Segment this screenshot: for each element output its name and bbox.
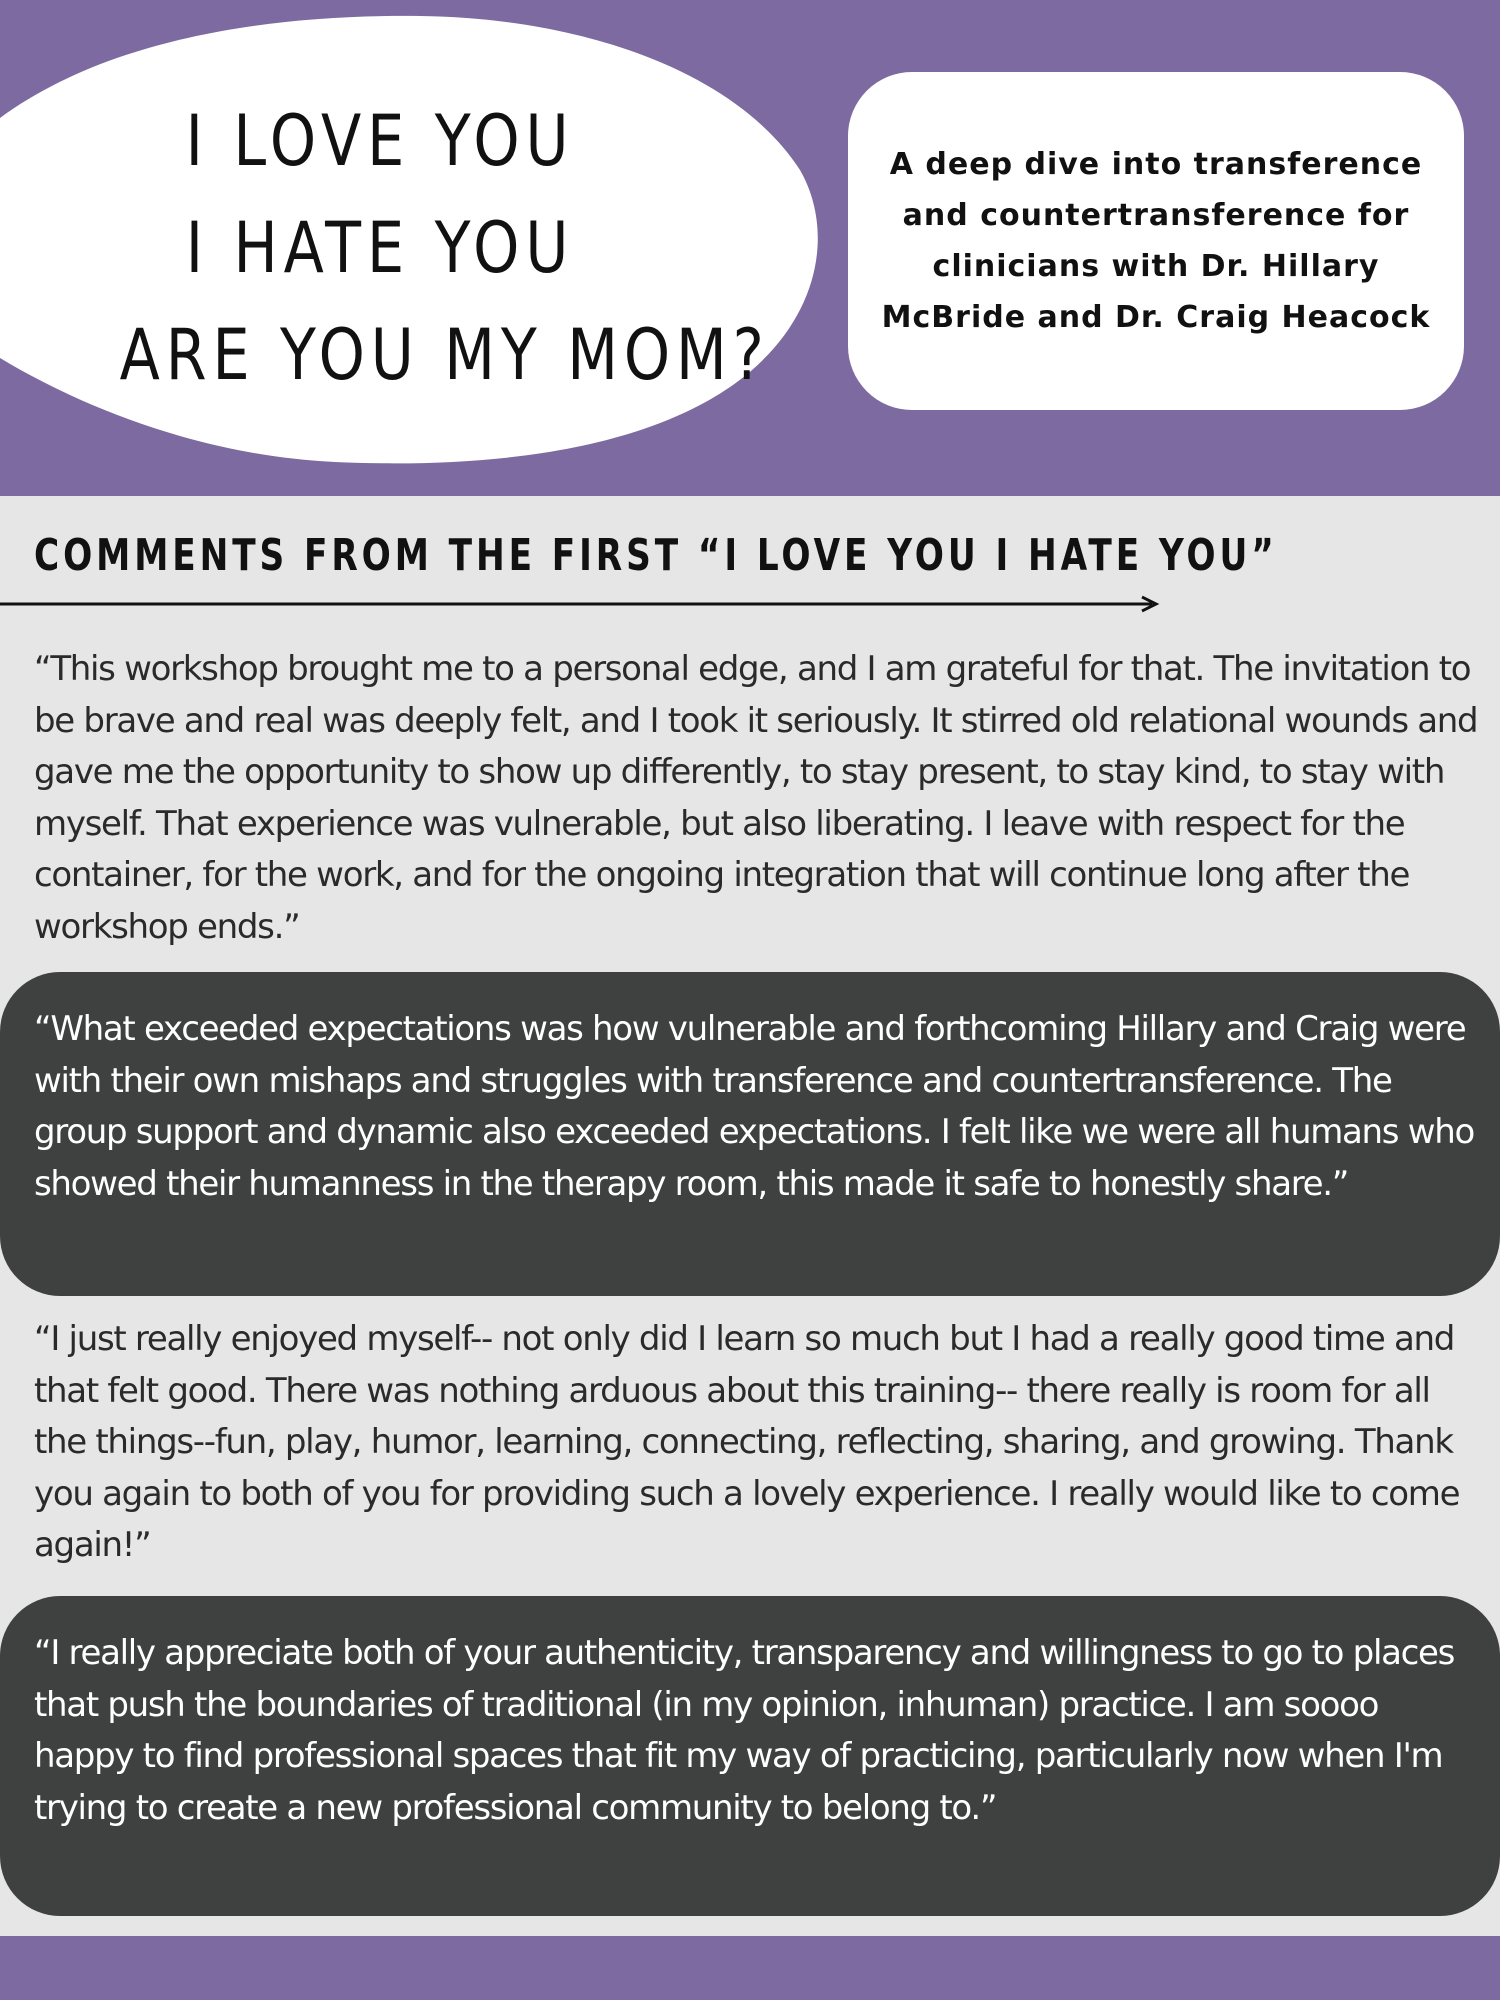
title-line-1: I LOVE YOU (185, 100, 575, 182)
subtitle-text: A deep dive into transference and countertransference for clinicians with Dr. Hillary McBride and Dr. Craig Heacock (881, 147, 1431, 335)
comments-heading: COMMENTS FROM THE FIRST “I LOVE YOU I HATE YOU” (34, 530, 1278, 581)
workshop-title (70, 88, 770, 409)
testimonial-2: “What exceeded expectations was how vulnerable and forthcoming Hillary and Craig were with their own mishaps and struggles with transference and countertransference. The group support and dynamic also exceeded expectations. I felt like we were all humans who showed their humanness in the therapy room, this made it safe to honestly share.” (0, 972, 1500, 1296)
title-line-2: I HATE YOU (185, 207, 575, 289)
subtitle-card (848, 72, 1464, 410)
testimonial-1: “This workshop brought me to a personal edge, and I am grateful for that. The invitation to be brave and real was deeply felt, and I took it seriously. It stirred old relational wounds and gave me the opportunity to show up differently, to stay present, to stay kind, to stay with myself. That experience was vulnerable, but also liberating. I leave with respect for the container, for the work, and for the ongoing integration that will continue long after the workshop ends.” (34, 649, 1478, 947)
testimonial-4: “I really appreciate both of your authenticity, transparency and willingness to go to places that push the boundaries of traditional (in my opinion, inhuman) practice. I am soooo happy to find professional spaces that fit my way of practicing, particularly now when I'm trying to create a new professional community to belong to.” (0, 1596, 1500, 1916)
header-banner (0, 0, 1500, 496)
footer-band (0, 1936, 1500, 2000)
title-line-3: ARE YOU MY MOM? (119, 314, 770, 396)
arrow-right-icon (0, 594, 1170, 614)
testimonial-3: “I just really enjoyed myself-- not only did I learn so much but I had a really good time and that felt good. There was nothing arduous about this training-- there really is room for all the things--fun, play, humor, learning, connecting, reflecting, sharing, and growing. Thank you again to both of you for providing such a lovely experience. I really would like to come again!” (34, 1319, 1460, 1565)
